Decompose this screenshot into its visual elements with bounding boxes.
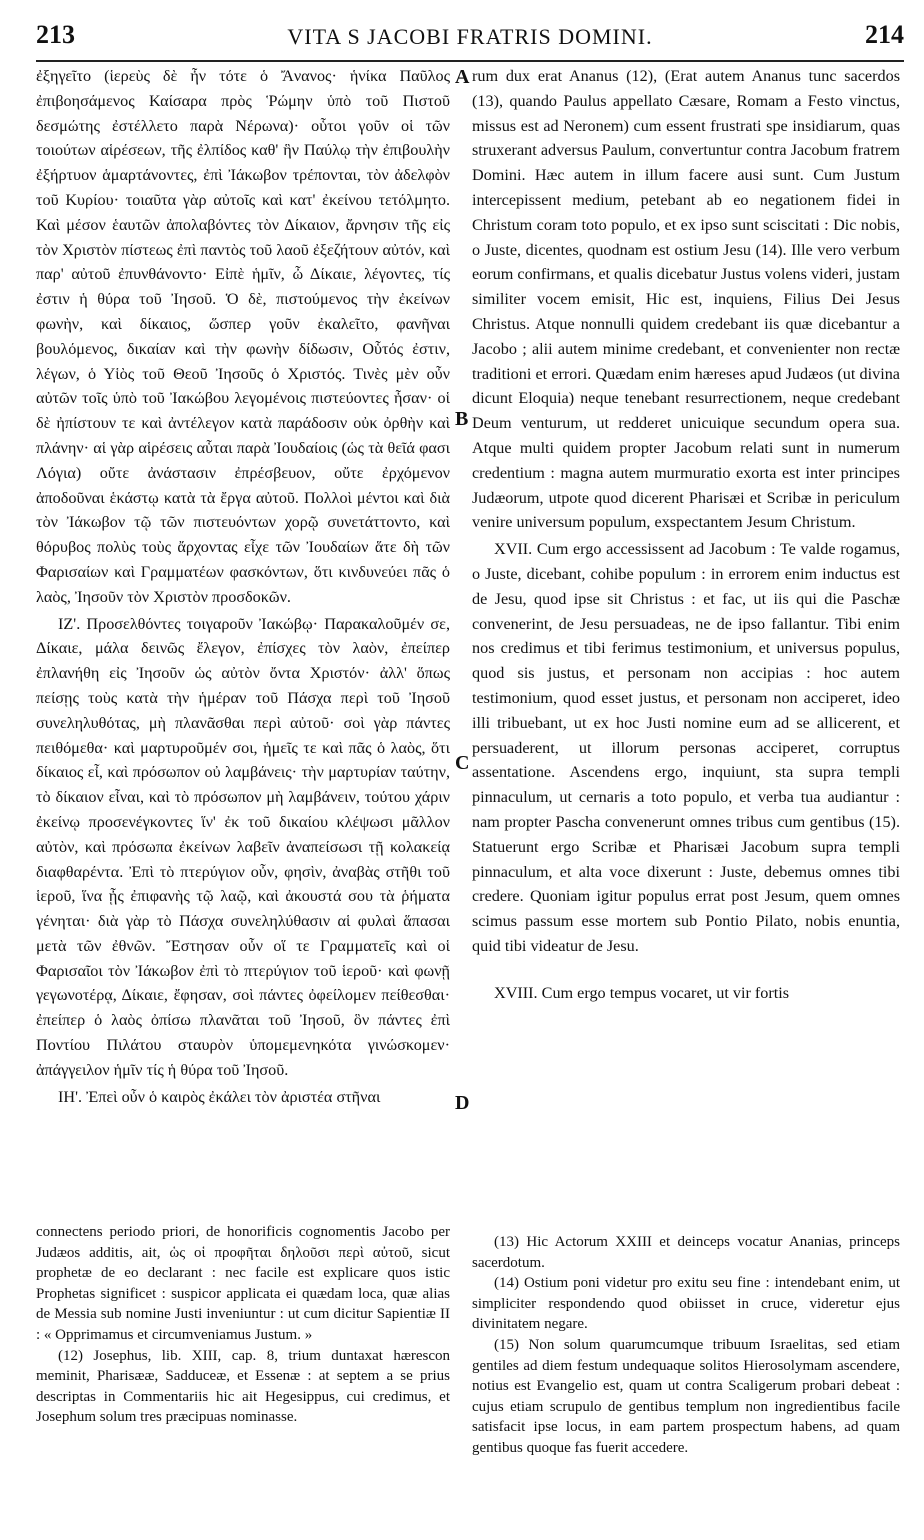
page-number-left: 213 [36, 20, 75, 49]
margin-marker-d: D [455, 1092, 470, 1114]
greek-paragraph-3: ΙΗ'. Ἐπεὶ οὖν ὁ καιρὸς ἐκάλει τὸν ἀριστέα στῆναι [58, 1087, 381, 1106]
greek-paragraph-1: ἐξηγεῖτο (ἱερεὺς δὲ ἦν τότε ὁ Ἄνανος· ἡνίκα Παῦλος ἐπιβοησάμενος Καίσαρα πρὸς Ῥώμην ὑπὸ τοῦ Πιστοῦ δεσμώτης ἐστέλλετο παρὰ Νέρωνα)· οὗτοι γοῦν οἱ τῶν τοιούτων αἱρέσεων, τῆς ἐλπίδος καθ' ἣν Παύλῳ τὴν ἐπιβουλὴν ἐξήρτυον ἁμαρτάνοντες, ἐπὶ Ἰάκωβον τρέπονται, τὸν ἀδελφὸν τοῦ Κυρίου· τοιαῦτα γὰρ αὐτοῖς καὶ κατ' ἐκείνου τετόλμητο. Καὶ μέσον ἑαυτῶν ἀπολαβόντες τὸν Δίκαιον, ἄρνησιν τῆς εἰς τὸν Χριστὸν πίστεως ἐπὶ παντὸς τοῦ λαοῦ ἐξεζήτουν αὐτόν, καὶ παρ' αὐτοῦ ἐπυνθάνοντο· Εἰπὲ ἡμῖν, ὦ Δίκαιε, λέγοντες, τίς ἐστιν ἡ θύρα τοῦ Ἰησοῦ. Ὁ δὲ, πιστούμενος τὴν ἐκείνων φωνὴν, καὶ δίκαιος, ὥσπερ γοῦν ἐκαλεῖτο, φανῆναι βουλόμενος, δικαίαν καὶ τὴν φωνὴν δίδωσιν, Οὗτός ἐστιν, λέγων, ὁ Υἱὸς τοῦ Θεοῦ Ἰησοῦς ὁ Χριστός. Τινὲς μὲν οὖν αὐτῶν τοῖς ὑπὸ τοῦ Ἰακώβου λεγομένοις πιστεύοντες ἦσαν· οἱ δὲ ἠπίστουν τε καὶ ἀντέλεγον κατὰ παράδοσιν οὐκ ὀρθὴν καὶ πλάνην· αἱ γὰρ αἱρέσεις αὗται παρὰ Ἰουδαίοις (ὡς τὰ θεῖά φασι Λόγια) οὔτε ἀνάστασιν ἐπρέσβευον, οὔτε ἐρχόμενον ἀποδοῦναι ἑκάστῳ κατὰ τὰ ἔργα αὐτοῦ. Πολλοὶ μέντοι καὶ διὰ τὸν Ἰάκωβον τῷ τῶν πιστευόντων χορῷ συνετάττοντο, καὶ θόρυβος πολὺς τοὺς ἄρχοντας εἶχε τῶν Ἰουδαίων ἅτε δὴ τῶν Φαρισαίων καὶ Γραμματέων φασκόντων, ὅτι κινδυνεύει πᾶς ὁ λαὸς, Ἰησοῦν τὸν Χριστὸν προσδοκῶν. [36, 67, 450, 606]
latin-paragraph-2: XVII. Cum ergo accessissent ad Jacobum : Te valde rogamus, o Juste, dicebant, cohibe populum : in errorem enim inductus est de Jesu, quod ipse sit Christus : et fac, ut iis qui die Paschæ convenerint, de Jesu persuadeas, ne de ipso fallantur. Tibi enim nos credimus et tibi ferimus testimonium, et universus populus, quod sis justus, et personam non accipias : hoc autem testimonium, quod esset justus, et personam non acciperet, ideo illi tribuebant, ut ex hoc Justi nomine eum ad se allicerent, et persuaderent, ut illorum personas acciperet, corruptus assentatione. Ascendens ergo, inquiunt, sta supra templi pinnaculum, ut cernaris a toto populo, et verba tua audiantur : nam propter Pascha convenerunt omnes tribus cum gentibus (15). Statuerunt ergo Scribæ et Pharisæi Jacobum supra templi pinnaculum, et alta voce dixerunt : Juste, debemus omnes tibi credere. Quoniam igitur populus errat post Jesum, quem omnes scimus passum esse mortem sub Pontio Pilato, nobis enuntia, quid tibi videatur de Jesu. [472, 540, 900, 955]
footnote-12: (12) Josephus, lib. XIII, cap. 8, trium duntaxat hærescon meminit, Pharisææ, Sadduceæ, et Essenæ : at septem a se prius descriptas in Commentariis hic ait Hegesippus, cui credimus, et Josephum solum tres præcipuas nominasse. [36, 1347, 450, 1426]
footnote-14: (14) Ostium poni videtur pro exitu seu fine : intendebant enim, ut simpliciter respondendo quod obiisset in cruce, videretur ejus divinitatem negare. [472, 1275, 900, 1333]
greek-column [36, 64, 450, 1176]
footnotes-left [36, 1222, 450, 1522]
footnote-continuation: connectens periodo priori, de honorificis cognomentis Jacobo per Judæos additis, ait, ὡς οἱ προφῆται δηλοῦσι περὶ αὐτοῦ, sicut prophetæ de eo declarant : nec facile est explicare quos istic Prophetas significet : suspicor applicata ei quædam loca, quæ alias de Messia sub nomine Justi inveniuntur : ut cum dicitur Sapientiæ II : « Opprimamus et circumveniamus Justum. » [36, 1224, 450, 1343]
footnotes-right [472, 1232, 900, 1532]
margin-marker-b: B [455, 408, 469, 430]
page-number-right: 214 [865, 20, 904, 49]
page-header [36, 16, 904, 62]
footnote-15: (15) Non solum quarumcumque tribuum Israelitas, sed etiam gentiles ad diem festum undequaque solitos Hierosolymam ascendere, notius est Evangelio est, quam ut contra Scaligerum probari debeat : cujus etiam scrupulo de gentibus templum non ingredientibus facile satisfacit ipse locus, in eam partem prospectum habens, ad quam gentibus quoque fas fuerit accedere. [472, 1336, 900, 1456]
margin-marker-c: C [455, 752, 470, 774]
latin-column [472, 64, 900, 1224]
footnote-13: (13) Hic Actorum XXIII et deinceps vocatur Ananias, princeps sacerdotum. [472, 1234, 900, 1271]
running-title: VITA S JACOBI FRATRIS DOMINI. [287, 24, 653, 49]
greek-paragraph-2: ΙΖ'. Προσελθόντες τοιγαροῦν Ἰακώβῳ· Παρακαλοῦμέν σε, Δίκαιε, μάλα δεινῶς ἔλεγον, ἐπίσχες τὸν λαὸν, ἐπείπερ ἐπλανήθη εἰς Ἰησοῦν ὡς αὐτὸν ὄντα Χριστόν· ἀλλ' ὅπως πείσῃς τοὺς κατὰ τὴν ἡμέραν τοῦ Πάσχα περὶ τοῦ Ἰησοῦ συνεληλυθότας, μὴ πλανᾶσθαι περὶ αὐτοῦ· σοὶ γὰρ πάντες πειθόμεθα· καὶ μαρτυροῦμέν σοι, ἡμεῖς τε καὶ πᾶς ὁ λαὸς, ὅτι δίκαιος εἶ, καὶ πρόσωπον οὐ λαμβάνεις· τὴν μαρτυρίαν ταύτην, τὸ δίκαιον εἶναι, καὶ τὸ πρόσωπον μὴ λαμβάνειν, τούτου χάριν ἐκείνῳ προσενέγκοντες ἵν' ἐκ τοῦ δικαίου κλέψωσι μᾶλλον αὐτὸν, καὶ πρόσωπα ἐκείνων λαβεῖν ἀναπείσωσι τῇ κολακείᾳ διαφθαρέντα. Ἐπὶ τὸ πτερύγιον οὖν, φησὶν, ἀναβὰς στῆθι τοῦ ἱεροῦ, ἵνα ᾖς ἐπιφανὴς τῷ λαῷ, καὶ ἀκουστά σου τὰ ῥήματα γένηται· διὰ γὰρ τὸ Πάσχα συνεληλύθασιν αἱ φυλαὶ ἅπασαι μετὰ τῶν ἐθνῶν. Ἔστησαν οὖν οἵ τε Γραμματεῖς καὶ οἱ Φαρισαῖοι τὸν Ἰάκωβον ἐπὶ τὸ πτερύγιον τοῦ ἱεροῦ· καὶ φωνῇ γεγωνοτέρᾳ, Δίκαιε, ἔφησαν, σοὶ πάντες ὀφείλομεν πείθεσθαι· ἐπείπερ ὁ λαὸς ὀπίσω πλανᾶται τοῦ Ἰησοῦ, ὃν πάντες ἐπὶ Ποντίου Πιλάτου σταυρὸν ὑπομεμενηκότα γινώσκομεν· ἀπάγγειλον ἡμῖν τίς ἡ θύρα τοῦ Ἰησοῦ. [36, 614, 450, 1079]
latin-paragraph-1: rum dux erat Ananus (12), (Erat autem Ananus tunc sacerdos (13), quando Paulus appellato Cæsare, Romam a Festo vinctus, missus est ad Neronem) cum essent frustrati spe insidiarum, quas struxerant adversus Paulum, convertuntur contra Jacobum fratrem Domini. Hæc autem in illum facere ausi sunt. Cum Justum intercepissent medium, petebant ab eo negationem fidei in Christum coram toto populo, et ex ipso sunt sciscitati : Dic nobis, o Juste, dicentes, quodnam est ostium Jesu (14). Ille vero verbum eorum confirmans, et qualis dicebatur Justus volens videri, justam similiter vocem emisit, Hic est, inquiens, Filius Dei Jesus Christus. Atque nonnulli quidem credebant iis quæ dicebantur a Jacobo ; alii autem minime credebant, et convenienter non rectæ traditioni et errori. Quædam enim hæreses apud Judæos (ut divina dicunt Eloquia) neque tenebant resurrectionem, neque credebant Deum venturum, ut redderet unicuique secundum opera sua. Atque multi quidem propter Jacobum relati sunt in numerum credentium : magna autem murmuratio exorta est inter principes Judæorum, utpote quod dicerent Pharisæi et Scribæ in periculum venire universum populum, exspectantem Jesum Christum. [472, 67, 900, 532]
margin-marker-a: A [455, 66, 470, 88]
latin-paragraph-3: XVIII. Cum ergo tempus vocaret, ut vir fortis [494, 983, 790, 1002]
